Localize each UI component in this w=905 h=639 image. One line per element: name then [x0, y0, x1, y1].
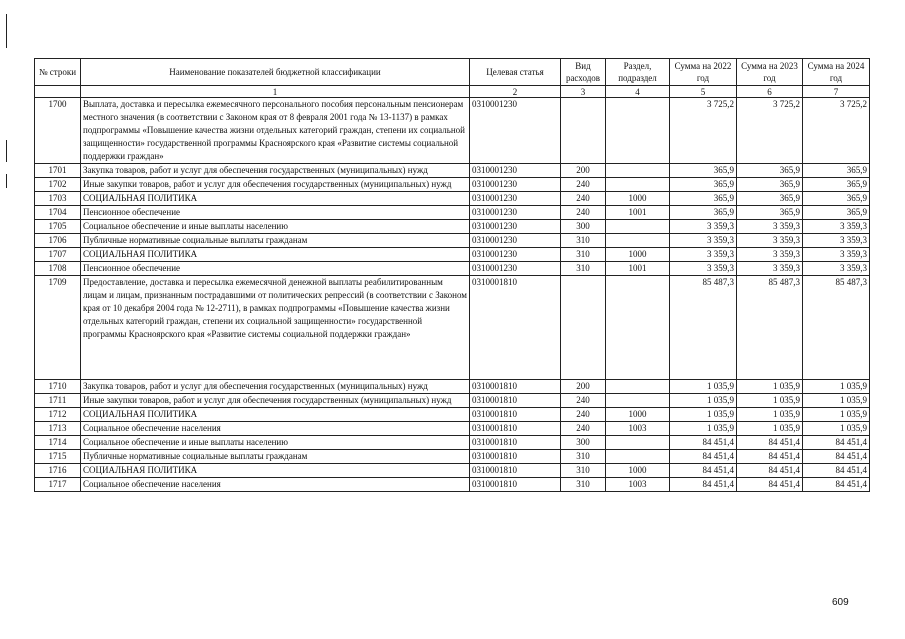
sum-2023: 84 451,4 — [737, 436, 803, 450]
section-code — [606, 164, 670, 178]
indicator-name: Пенсионное обеспечение — [81, 262, 470, 276]
table-row — [35, 436, 870, 450]
sum-2023: 3 359,3 — [737, 220, 803, 234]
table-row — [35, 276, 870, 380]
sum-2023: 84 451,4 — [737, 478, 803, 492]
section-code: 1000 — [606, 192, 670, 206]
indicator-name: Пенсионное обеспечение — [81, 206, 470, 220]
sum-2022: 3 359,3 — [670, 248, 737, 262]
indicator-name: СОЦИАЛЬНАЯ ПОЛИТИКА — [81, 248, 470, 262]
expense-type: 310 — [561, 234, 606, 248]
header-row-number: № строки — [35, 59, 81, 86]
section-code: 1001 — [606, 262, 670, 276]
column-number-row — [35, 86, 870, 98]
section-code — [606, 276, 670, 380]
column-number: 7 — [803, 86, 870, 98]
indicator-name: СОЦИАЛЬНАЯ ПОЛИТИКА — [81, 408, 470, 422]
header-target-article: Целевая статья — [470, 59, 561, 86]
table-row — [35, 220, 870, 234]
sum-2022: 1 035,9 — [670, 380, 737, 394]
table-row — [35, 394, 870, 408]
sum-2024: 84 451,4 — [803, 464, 870, 478]
sum-2024: 365,9 — [803, 206, 870, 220]
page-edge-mark — [6, 174, 7, 188]
column-number — [35, 86, 81, 98]
indicator-name: Предоставление, доставка и пересылка ежемесячной денежной выплаты реабилитированным лицам и лицам, признанным пострадавшими от политических репрессий (в соответствии с Законом края от 10 декабря 2004 года № 12-2711), в рамках подпрограммы «Повышение качества жизни отдельных категорий граждан, степени их социальной защищенности» государственной программы Красноярского края «Развитие системы социальной поддержки граждан» — [81, 276, 470, 380]
sum-2023: 365,9 — [737, 164, 803, 178]
row-number: 1710 — [35, 380, 81, 394]
section-code — [606, 436, 670, 450]
expense-type: 310 — [561, 478, 606, 492]
sum-2023: 3 725,2 — [737, 98, 803, 164]
sum-2024: 1 035,9 — [803, 394, 870, 408]
expense-type: 310 — [561, 248, 606, 262]
section-code — [606, 220, 670, 234]
sum-2023: 1 035,9 — [737, 422, 803, 436]
section-code — [606, 98, 670, 164]
target-article: 0310001230 — [470, 192, 561, 206]
target-article: 0310001230 — [470, 178, 561, 192]
target-article: 0310001810 — [470, 408, 561, 422]
expense-type: 200 — [561, 380, 606, 394]
section-code: 1003 — [606, 422, 670, 436]
table-row — [35, 408, 870, 422]
header-sum-2022: Сумма на 2022 год — [670, 59, 737, 86]
row-number: 1701 — [35, 164, 81, 178]
row-number: 1706 — [35, 234, 81, 248]
column-number: 3 — [561, 86, 606, 98]
table-row — [35, 478, 870, 492]
expense-type — [561, 98, 606, 164]
section-code: 1001 — [606, 206, 670, 220]
sum-2023: 1 035,9 — [737, 408, 803, 422]
expense-type: 240 — [561, 178, 606, 192]
header-section: Раздел, подраздел — [606, 59, 670, 86]
table-row — [35, 206, 870, 220]
expense-type — [561, 276, 606, 380]
section-code — [606, 394, 670, 408]
page-number: 609 — [832, 597, 849, 608]
sum-2023: 1 035,9 — [737, 380, 803, 394]
section-code: 1000 — [606, 408, 670, 422]
sum-2024: 84 451,4 — [803, 436, 870, 450]
sum-2022: 365,9 — [670, 164, 737, 178]
sum-2022: 3 359,3 — [670, 220, 737, 234]
sum-2023: 365,9 — [737, 192, 803, 206]
sum-2024: 84 451,4 — [803, 478, 870, 492]
section-code — [606, 178, 670, 192]
expense-type: 310 — [561, 262, 606, 276]
table-row — [35, 464, 870, 478]
target-article: 0310001810 — [470, 394, 561, 408]
target-article: 0310001230 — [470, 262, 561, 276]
sum-2022: 365,9 — [670, 206, 737, 220]
header-indicator-name: Наименование показателей бюджетной классификации — [81, 59, 470, 86]
row-number: 1707 — [35, 248, 81, 262]
expense-type: 240 — [561, 422, 606, 436]
indicator-name: Иные закупки товаров, работ и услуг для обеспечения государственных (муниципальных) нужд — [81, 394, 470, 408]
expense-type: 240 — [561, 192, 606, 206]
target-article: 0310001230 — [470, 248, 561, 262]
row-number: 1700 — [35, 98, 81, 164]
sum-2024: 3 359,3 — [803, 248, 870, 262]
sum-2022: 1 035,9 — [670, 394, 737, 408]
sum-2022: 84 451,4 — [670, 478, 737, 492]
target-article: 0310001230 — [470, 220, 561, 234]
row-number: 1714 — [35, 436, 81, 450]
expense-type: 300 — [561, 436, 606, 450]
expense-type: 310 — [561, 450, 606, 464]
indicator-name: Социальное обеспечение населения — [81, 478, 470, 492]
sum-2024: 3 725,2 — [803, 98, 870, 164]
sum-2024: 1 035,9 — [803, 380, 870, 394]
table-body — [35, 98, 870, 492]
table-row — [35, 234, 870, 248]
sum-2022: 84 451,4 — [670, 436, 737, 450]
section-code: 1000 — [606, 464, 670, 478]
header-sum-2023: Сумма на 2023 год — [737, 59, 803, 86]
sum-2023: 84 451,4 — [737, 450, 803, 464]
table-row — [35, 178, 870, 192]
indicator-name: Социальное обеспечение и иные выплаты населению — [81, 436, 470, 450]
row-number: 1717 — [35, 478, 81, 492]
row-number: 1712 — [35, 408, 81, 422]
column-number: 6 — [737, 86, 803, 98]
sum-2023: 85 487,3 — [737, 276, 803, 380]
target-article: 0310001810 — [470, 450, 561, 464]
target-article: 0310001810 — [470, 436, 561, 450]
table-row — [35, 164, 870, 178]
section-code — [606, 380, 670, 394]
sum-2023: 3 359,3 — [737, 262, 803, 276]
indicator-name: Публичные нормативные социальные выплаты гражданам — [81, 450, 470, 464]
sum-2023: 365,9 — [737, 206, 803, 220]
expense-type: 240 — [561, 206, 606, 220]
target-article: 0310001810 — [470, 478, 561, 492]
target-article: 0310001230 — [470, 206, 561, 220]
sum-2022: 84 451,4 — [670, 450, 737, 464]
sum-2022: 3 359,3 — [670, 234, 737, 248]
table-row — [35, 380, 870, 394]
target-article: 0310001810 — [470, 422, 561, 436]
sum-2022: 365,9 — [670, 178, 737, 192]
header-sum-2024: Сумма на 2024 год — [803, 59, 870, 86]
sum-2022: 1 035,9 — [670, 408, 737, 422]
indicator-name: Публичные нормативные социальные выплаты гражданам — [81, 234, 470, 248]
sum-2024: 84 451,4 — [803, 450, 870, 464]
indicator-name: СОЦИАЛЬНАЯ ПОЛИТИКА — [81, 192, 470, 206]
section-code — [606, 234, 670, 248]
row-number: 1708 — [35, 262, 81, 276]
indicator-name: Закупка товаров, работ и услуг для обеспечения государственных (муниципальных) нужд — [81, 380, 470, 394]
sum-2022: 3 725,2 — [670, 98, 737, 164]
expense-type: 200 — [561, 164, 606, 178]
sum-2024: 85 487,3 — [803, 276, 870, 380]
sum-2023: 3 359,3 — [737, 234, 803, 248]
sum-2022: 85 487,3 — [670, 276, 737, 380]
table-header-row — [35, 59, 870, 86]
sum-2024: 365,9 — [803, 178, 870, 192]
sum-2023: 3 359,3 — [737, 248, 803, 262]
row-number: 1709 — [35, 276, 81, 380]
indicator-name: Социальное обеспечение населения — [81, 422, 470, 436]
header-expense-type: Вид расходов — [561, 59, 606, 86]
sum-2023: 1 035,9 — [737, 394, 803, 408]
sum-2024: 3 359,3 — [803, 262, 870, 276]
page-edge-mark — [6, 14, 7, 48]
indicator-name: Закупка товаров, работ и услуг для обеспечения государственных (муниципальных) нужд — [81, 164, 470, 178]
row-number: 1705 — [35, 220, 81, 234]
sum-2024: 1 035,9 — [803, 408, 870, 422]
indicator-name: СОЦИАЛЬНАЯ ПОЛИТИКА — [81, 464, 470, 478]
row-number: 1702 — [35, 178, 81, 192]
expense-type: 300 — [561, 220, 606, 234]
table-row — [35, 98, 870, 164]
row-number: 1716 — [35, 464, 81, 478]
target-article: 0310001230 — [470, 234, 561, 248]
expense-type: 240 — [561, 394, 606, 408]
sum-2024: 1 035,9 — [803, 422, 870, 436]
sum-2023: 365,9 — [737, 178, 803, 192]
section-code: 1000 — [606, 248, 670, 262]
indicator-name: Выплата, доставка и пересылка ежемесячного персонального пособия персональным пенсионерам местного значения (в соответствии с Законом края от 8 февраля 2001 года № 13-1137) в рамках подпрограммы «Повышение качества жизни отдельных категорий граждан, степени их социальной защищенности» государственной программы Красноярского края «Развитие системы социальной поддержки граждан» — [81, 98, 470, 164]
sum-2024: 365,9 — [803, 164, 870, 178]
sum-2024: 365,9 — [803, 192, 870, 206]
row-number: 1715 — [35, 450, 81, 464]
indicator-name: Социальное обеспечение и иные выплаты населению — [81, 220, 470, 234]
column-number: 4 — [606, 86, 670, 98]
sum-2023: 84 451,4 — [737, 464, 803, 478]
row-number: 1703 — [35, 192, 81, 206]
section-code: 1003 — [606, 478, 670, 492]
target-article: 0310001810 — [470, 380, 561, 394]
sum-2024: 3 359,3 — [803, 234, 870, 248]
target-article: 0310001810 — [470, 276, 561, 380]
target-article: 0310001810 — [470, 464, 561, 478]
column-number: 2 — [470, 86, 561, 98]
sum-2022: 1 035,9 — [670, 422, 737, 436]
target-article: 0310001230 — [470, 164, 561, 178]
budget-table — [34, 58, 870, 492]
section-code — [606, 450, 670, 464]
row-number: 1711 — [35, 394, 81, 408]
row-number: 1704 — [35, 206, 81, 220]
column-number: 1 — [81, 86, 470, 98]
expense-type: 240 — [561, 408, 606, 422]
sum-2022: 365,9 — [670, 192, 737, 206]
page-edge-mark — [6, 140, 7, 162]
sum-2022: 3 359,3 — [670, 262, 737, 276]
expense-type: 310 — [561, 464, 606, 478]
table-row — [35, 248, 870, 262]
table-row — [35, 450, 870, 464]
sum-2022: 84 451,4 — [670, 464, 737, 478]
indicator-name: Иные закупки товаров, работ и услуг для обеспечения государственных (муниципальных) нужд — [81, 178, 470, 192]
sum-2024: 3 359,3 — [803, 220, 870, 234]
column-number: 5 — [670, 86, 737, 98]
table-row — [35, 262, 870, 276]
row-number: 1713 — [35, 422, 81, 436]
table-row — [35, 422, 870, 436]
target-article: 0310001230 — [470, 98, 561, 164]
table-row — [35, 192, 870, 206]
